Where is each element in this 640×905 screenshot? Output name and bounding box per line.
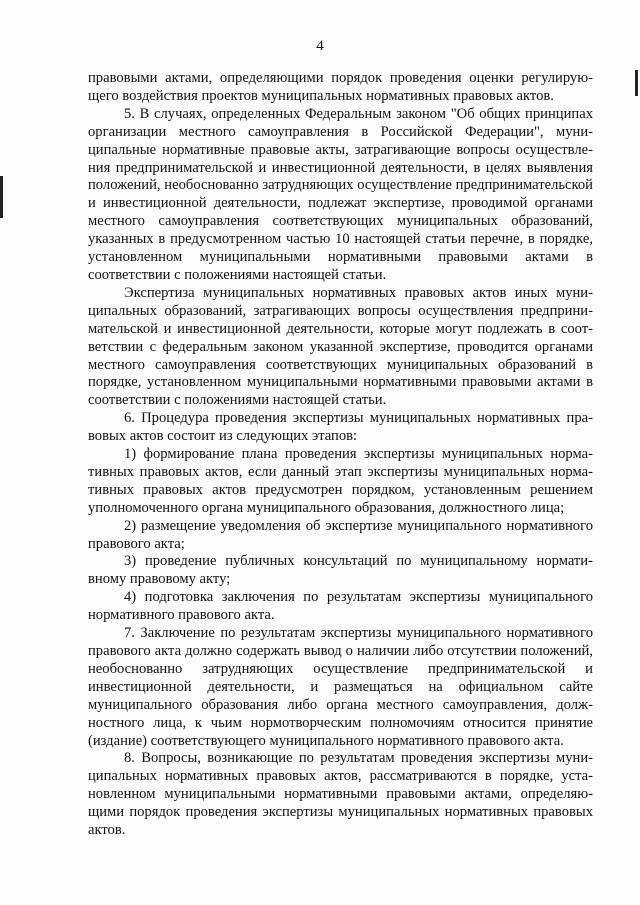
scan-edge-mark-left	[0, 176, 3, 218]
paragraph-stage-4: 4) подготовка заключения по результатам экспертизы муниципального нормативного правового акта.	[88, 589, 593, 624]
paragraph-stage-1: 1) формирование плана проведения экспертизы муниципальных нормативных правовых актов, если данный этап экспертизы муниципальных нормативных правовых актов предусмотрен порядком, установленным решением уполномоченного органа муниципального образования, должностного лица;	[88, 446, 593, 516]
paragraph-expertise-other: Экспертиза муниципальных нормативных правовых актов иных муниципальных образований, затрагивающих вопросы осуществления предпринимательской и инвестиционной деятельности, которые могут подлежать в соответствии с федеральным законом указанной экспертизе, проводится органами местного самоуправления соответствующих муниципальных образований в порядке, установленном муниципальными нормативными правовыми актами в соответствии с положениями настоящей статьи.	[88, 284, 593, 409]
scan-edge-mark-right	[635, 70, 638, 96]
paragraph-continuation: правовыми актами, определяющими порядок проведения оценки регулирующего воздействия проектов муниципальных нормативных правовых актов.	[88, 70, 593, 104]
paragraph-item-6: 6. Процедура проведения экспертизы муниципальных нормативных правовых актов состоит из следующих этапов:	[88, 410, 593, 445]
paragraph-item-5: 5. В случаях, определенных Федеральным законом "Об общих принципах организации местного самоуправления в Российской Федерации", муниципальные нормативные правовые акты, затрагивающие вопросы осуществления предпринимательской и инвестиционной деятельности, в целях выявления положений, необоснованно затрудняющих осуществление предпринимательской и инвестиционной деятельности, подлежат экспертизе, проводимой органами местного самоуправления соответствующих муниципальных образований, указанных в предусмотренном частью 10 настоящей статьи перечне, в порядке, установленном муниципальными нормативными правовыми актами в соответствии с положениями настоящей статьи.	[88, 105, 593, 283]
page-number: 4	[316, 38, 324, 54]
paragraph-stage-2: 2) размещение уведомления об экспертизе муниципального нормативного правового акта;	[88, 517, 593, 552]
paragraph-item-8: 8. Вопросы, возникающие по результатам проведения экспертизы муниципальных нормативных правовых актов, рассматриваются в порядке, установленном муниципальными нормативными правовыми актами, определяющими порядок проведения экспертизы муниципальных нормативных правовых актов.	[88, 750, 593, 839]
document-body	[88, 70, 593, 840]
paragraph-stage-3: 3) проведение публичных консультаций по муниципальному нормативному правовому акту;	[88, 553, 593, 588]
paragraph-item-7: 7. Заключение по результатам экспертизы муниципального нормативного правового акта должно содержать вывод о наличии либо отсутствии положений, необоснованно затрудняющих осуществление предпринимательской и инвестиционной деятельности, и размещаться на официальном сайте муниципального образования либо органа местного самоуправления, должностного лица, к чьим нормотворческим полномочиям относится принятие (издание) соответствующего муниципального нормативного правового акта.	[88, 625, 593, 749]
